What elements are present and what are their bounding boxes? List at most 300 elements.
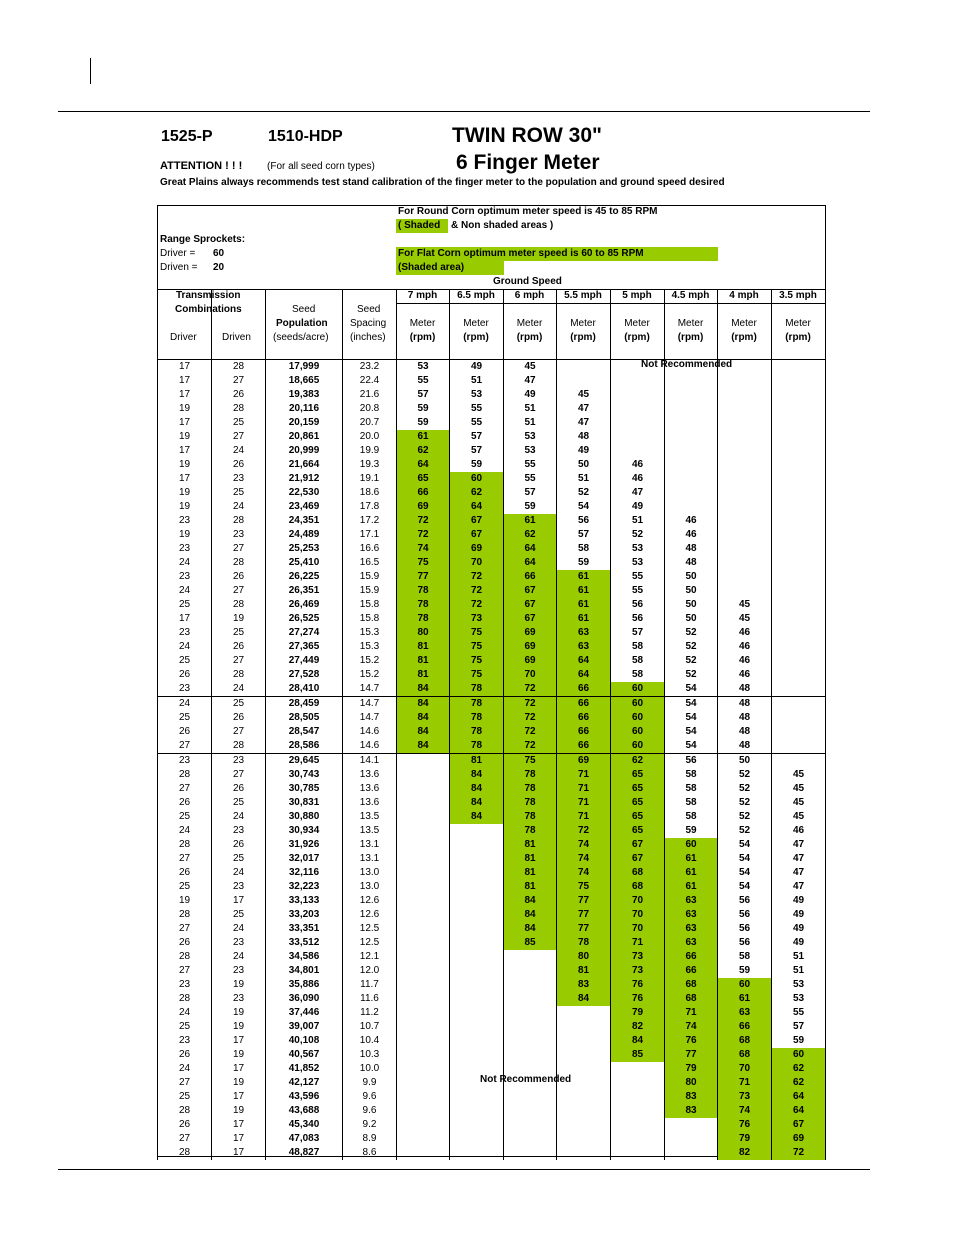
population-cell: 39,007 <box>266 1020 343 1034</box>
meter-rpm-cell: 74 <box>557 838 611 852</box>
meter-rpm-cell: 69 <box>397 500 450 514</box>
meter-rpm-cell <box>718 542 772 556</box>
meter-rpm-cell <box>397 880 450 894</box>
meter-rpm-cell <box>718 500 772 514</box>
driver-cell: 25 <box>158 810 212 824</box>
meter-heading: Meter <box>516 318 543 329</box>
table-row <box>158 388 826 402</box>
meter-rpm-cell: 59 <box>772 1034 826 1048</box>
meter-rpm-cell: 77 <box>397 570 450 584</box>
meter-rpm-cell: 72 <box>557 824 611 838</box>
spacing-cell: 15.3 <box>343 626 397 640</box>
table-row <box>158 500 826 514</box>
meter-rpm-cell: 49 <box>772 922 826 936</box>
speed-heading: 6 mph <box>514 290 545 301</box>
meter-rpm-cell: 74 <box>665 1020 718 1034</box>
table-row <box>158 1034 826 1048</box>
meter-rpm-cell: 52 <box>718 824 772 838</box>
driver-cell: 27 <box>158 964 212 978</box>
meter-rpm-cell: 73 <box>450 612 504 626</box>
spacing-cell: 16.5 <box>343 556 397 570</box>
meter-rpm-cell <box>397 1076 450 1090</box>
spacing-cell: 17.1 <box>343 528 397 542</box>
meter-rpm-cell: 70 <box>611 922 665 936</box>
meter-rpm-cell <box>557 374 611 388</box>
meter-rpm-cell <box>450 978 504 992</box>
driven-cell: 23 <box>212 936 266 950</box>
meter-rpm-cell: 78 <box>504 810 557 824</box>
meter-rpm-cell: 75 <box>450 640 504 654</box>
meter-rpm-cell <box>397 1062 450 1076</box>
spacing-cell: 13.1 <box>343 852 397 866</box>
table-row <box>158 1090 826 1104</box>
meter-rpm-cell: 51 <box>611 514 665 528</box>
meter-rpm-cell <box>665 472 718 486</box>
meter-rpm-cell: 85 <box>611 1048 665 1062</box>
seed-pop-heading-3: (seeds/acre) <box>273 332 329 343</box>
driver-cell: 23 <box>158 570 212 584</box>
meter-rpm-cell <box>557 1034 611 1048</box>
meter-rpm-cell: 71 <box>557 782 611 796</box>
meter-rpm-cell: 52 <box>718 796 772 810</box>
meter-rpm-cell <box>450 880 504 894</box>
driven-cell: 26 <box>212 838 266 852</box>
meter-rpm-cell: 84 <box>450 768 504 782</box>
meter-rpm-cell <box>504 1104 557 1118</box>
spacing-cell: 14.6 <box>343 739 397 754</box>
meter-rpm-cell <box>718 416 772 430</box>
driver-cell: 26 <box>158 725 212 739</box>
meter-rpm-cell: 45 <box>772 768 826 782</box>
meter-rpm-cell: 62 <box>504 528 557 542</box>
population-cell: 34,586 <box>266 950 343 964</box>
meter-rpm-cell: 73 <box>718 1090 772 1104</box>
table-row <box>158 950 826 964</box>
spacing-cell: 21.6 <box>343 388 397 402</box>
meter-rpm-cell: 66 <box>557 711 611 725</box>
driven-cell: 25 <box>212 416 266 430</box>
meter-rpm-cell: 66 <box>718 1020 772 1034</box>
meter-rpm-cell: 71 <box>718 1076 772 1090</box>
meter-rpm-cell: 76 <box>611 978 665 992</box>
meter-rpm-cell: 56 <box>611 598 665 612</box>
population-cell: 27,274 <box>266 626 343 640</box>
table-row <box>158 725 826 739</box>
meter-rpm-cell: 59 <box>557 556 611 570</box>
meter-rpm-cell <box>397 1006 450 1020</box>
driven-cell: 27 <box>212 654 266 668</box>
meter-rpm-cell: 64 <box>557 668 611 682</box>
driver-cell: 25 <box>158 1090 212 1104</box>
population-cell: 40,567 <box>266 1048 343 1062</box>
meter-rpm-cell: 72 <box>772 1146 826 1160</box>
meter-heading: Meter <box>570 318 596 329</box>
meter-rpm-cell: 47 <box>772 838 826 852</box>
meter-rpm-cell: 45 <box>718 612 772 626</box>
spacing-cell: 10.3 <box>343 1048 397 1062</box>
population-cell: 28,547 <box>266 725 343 739</box>
meter-rpm-cell: 81 <box>450 754 504 769</box>
meter-rpm-cell: 78 <box>504 824 557 838</box>
seed-pop-heading-2: Population <box>276 318 328 329</box>
meter-rpm-cell: 52 <box>611 528 665 542</box>
driver-cell: 25 <box>158 711 212 725</box>
meter-rpm-cell: 50 <box>557 458 611 472</box>
rpm-heading: (rpm) <box>624 332 650 343</box>
seed-pop-heading-1: Seed <box>292 304 316 315</box>
meter-rpm-cell: 84 <box>397 711 450 725</box>
driver-cell: 28 <box>158 950 212 964</box>
meter-rpm-cell: 60 <box>665 838 718 852</box>
spacing-cell: 9.6 <box>343 1090 397 1104</box>
meter-rpm-cell: 78 <box>397 598 450 612</box>
meter-rpm-cell: 72 <box>450 598 504 612</box>
population-cell: 33,351 <box>266 922 343 936</box>
driver-cell: 19 <box>158 402 212 416</box>
meter-rpm-cell <box>450 1132 504 1146</box>
driven-cell: 19 <box>212 1104 266 1118</box>
meter-rpm-cell: 63 <box>665 936 718 950</box>
meter-rpm-cell: 66 <box>397 486 450 500</box>
meter-rpm-cell: 84 <box>504 894 557 908</box>
meter-rpm-cell <box>450 936 504 950</box>
table-row <box>158 514 826 528</box>
meter-rpm-cell: 69 <box>772 1132 826 1146</box>
driven-cell: 25 <box>212 908 266 922</box>
spacing-cell: 15.8 <box>343 612 397 626</box>
meter-rpm-cell: 62 <box>450 486 504 500</box>
meter-rpm-cell <box>611 1118 665 1132</box>
meter-rpm-cell: 54 <box>665 682 718 697</box>
meter-rpm-cell: 46 <box>718 668 772 682</box>
meter-rpm-cell <box>397 838 450 852</box>
table-row <box>158 964 826 978</box>
driven-cell: 27 <box>212 542 266 556</box>
meter-rpm-cell: 57 <box>772 1020 826 1034</box>
driven-cell: 27 <box>212 768 266 782</box>
population-cell: 32,116 <box>266 866 343 880</box>
column-divider <box>265 289 266 359</box>
meter-rpm-cell: 53 <box>611 542 665 556</box>
meter-rpm-cell: 58 <box>665 768 718 782</box>
meter-rpm-cell <box>557 1006 611 1020</box>
driver-cell: 19 <box>158 500 212 514</box>
meter-rpm-cell: 48 <box>718 725 772 739</box>
meter-rpm-cell: 60 <box>611 725 665 739</box>
meter-rpm-cell: 57 <box>450 444 504 458</box>
spacing-cell: 17.2 <box>343 514 397 528</box>
population-cell: 27,449 <box>266 654 343 668</box>
meter-rpm-cell: 45 <box>504 360 557 375</box>
meter-rpm-cell: 58 <box>611 640 665 654</box>
meter-rpm-cell: 49 <box>557 444 611 458</box>
driver-cell: 27 <box>158 782 212 796</box>
meter-rpm-cell: 55 <box>504 472 557 486</box>
meter-rpm-cell <box>772 388 826 402</box>
driven-cell: 26 <box>212 640 266 654</box>
meter-rpm-cell <box>611 444 665 458</box>
population-cell: 30,743 <box>266 768 343 782</box>
meter-rpm-cell: 65 <box>611 810 665 824</box>
meter-rpm-cell: 78 <box>450 739 504 754</box>
population-cell: 22,530 <box>266 486 343 500</box>
driven-cell: 25 <box>212 626 266 640</box>
meter-rpm-cell: 72 <box>504 739 557 754</box>
meter-rpm-cell <box>772 402 826 416</box>
meter-rpm-cell: 64 <box>772 1090 826 1104</box>
meter-rpm-cell <box>557 1132 611 1146</box>
meter-rpm-cell <box>772 725 826 739</box>
spacing-cell: 13.5 <box>343 824 397 838</box>
table-row <box>158 654 826 668</box>
table-row <box>158 612 826 626</box>
population-cell: 20,116 <box>266 402 343 416</box>
meter-rpm-cell: 45 <box>772 796 826 810</box>
meter-rpm-cell: 59 <box>397 416 450 430</box>
meter-rpm-cell: 63 <box>557 640 611 654</box>
meter-rpm-cell: 61 <box>397 430 450 444</box>
meter-rpm-cell <box>397 1020 450 1034</box>
meter-rpm-cell <box>718 556 772 570</box>
meter-rpm-cell: 82 <box>718 1146 772 1160</box>
table-row <box>158 992 826 1006</box>
driven-cell: 25 <box>212 796 266 810</box>
meter-rpm-cell: 57 <box>397 388 450 402</box>
meter-rpm-cell: 68 <box>718 1048 772 1062</box>
spacing-cell: 16.6 <box>343 542 397 556</box>
meter-rpm-cell <box>450 866 504 880</box>
flat-corn-note: For Flat Corn optimum meter speed is 60 to 85 RPM <box>396 247 718 261</box>
meter-rpm-cell <box>665 458 718 472</box>
meter-rpm-cell: 53 <box>772 992 826 1006</box>
not-recommended-top: Not Recommended <box>641 359 733 370</box>
meter-rpm-cell: 63 <box>665 922 718 936</box>
meter-rpm-cell: 59 <box>397 402 450 416</box>
meter-rpm-cell: 46 <box>772 824 826 838</box>
meter-rpm-cell: 61 <box>665 866 718 880</box>
meter-rpm-cell: 72 <box>450 584 504 598</box>
meter-rpm-cell <box>772 584 826 598</box>
driver-cell: 26 <box>158 796 212 810</box>
meter-rpm-cell: 46 <box>665 528 718 542</box>
population-cell: 17,999 <box>266 360 343 375</box>
meter-rpm-cell <box>772 374 826 388</box>
model-1525p: 1525-P <box>161 128 213 145</box>
rpm-heading: (rpm) <box>785 332 811 343</box>
meter-rpm-cell: 78 <box>504 796 557 810</box>
meter-rpm-cell: 79 <box>611 1006 665 1020</box>
meter-rpm-cell: 71 <box>557 768 611 782</box>
driver-cell: 25 <box>158 654 212 668</box>
meter-rpm-cell: 75 <box>450 626 504 640</box>
meter-rpm-cell: 55 <box>504 458 557 472</box>
population-cell: 30,785 <box>266 782 343 796</box>
meter-rpm-cell <box>504 1006 557 1020</box>
meter-rpm-cell: 58 <box>611 654 665 668</box>
ground-speed-heading: Ground Speed <box>493 276 562 287</box>
meter-rpm-cell <box>772 612 826 626</box>
driven-cell: 26 <box>212 570 266 584</box>
meter-rpm-cell: 72 <box>504 725 557 739</box>
spacing-cell: 15.8 <box>343 598 397 612</box>
meter-heading: Meter <box>785 318 811 329</box>
driven-cell: 28 <box>212 556 266 570</box>
meter-rpm-cell: 55 <box>611 584 665 598</box>
meter-rpm-cell: 61 <box>557 598 611 612</box>
meter-rpm-cell: 83 <box>665 1090 718 1104</box>
population-cell: 43,596 <box>266 1090 343 1104</box>
meter-rpm-cell: 69 <box>504 654 557 668</box>
meter-rpm-cell: 78 <box>450 682 504 697</box>
meter-rpm-cell: 71 <box>611 936 665 950</box>
driver-cell: 23 <box>158 514 212 528</box>
driver-heading: Driver <box>170 332 197 343</box>
meter-rpm-cell: 68 <box>611 880 665 894</box>
meter-rpm-cell: 52 <box>665 626 718 640</box>
meter-rpm-cell <box>450 894 504 908</box>
driven-cell: 28 <box>212 514 266 528</box>
meter-rpm-cell <box>772 514 826 528</box>
meter-rpm-cell: 64 <box>450 500 504 514</box>
driven-cell: 24 <box>212 866 266 880</box>
spacing-cell: 11.7 <box>343 978 397 992</box>
meter-rpm-cell: 70 <box>718 1062 772 1076</box>
meter-rpm-cell <box>397 1048 450 1062</box>
spacing-cell: 15.9 <box>343 570 397 584</box>
meter-rpm-cell: 80 <box>397 626 450 640</box>
driven-cell: 24 <box>212 950 266 964</box>
meter-rpm-cell <box>772 486 826 500</box>
meter-rpm-cell <box>772 754 826 769</box>
spacing-cell: 12.0 <box>343 964 397 978</box>
driver-cell: 19 <box>158 486 212 500</box>
meter-rpm-cell <box>718 444 772 458</box>
spacing-cell: 14.6 <box>343 725 397 739</box>
driven-cell: 27 <box>212 430 266 444</box>
population-cell: 25,410 <box>266 556 343 570</box>
driven-cell: 24 <box>212 922 266 936</box>
spacing-cell: 13.0 <box>343 880 397 894</box>
spacing-cell: 22.4 <box>343 374 397 388</box>
driven-cell: 24 <box>212 500 266 514</box>
driven-cell: 28 <box>212 360 266 375</box>
meter-rpm-cell <box>450 838 504 852</box>
population-cell: 32,223 <box>266 880 343 894</box>
meter-rpm-cell <box>504 978 557 992</box>
meter-rpm-cell: 54 <box>718 880 772 894</box>
population-cell: 31,926 <box>266 838 343 852</box>
population-cell: 26,225 <box>266 570 343 584</box>
meter-rpm-cell <box>397 1034 450 1048</box>
meter-rpm-cell: 56 <box>611 612 665 626</box>
driver-cell: 28 <box>158 908 212 922</box>
driver-value: 60 <box>213 248 225 259</box>
meter-rpm-cell <box>397 1146 450 1160</box>
population-cell: 20,159 <box>266 416 343 430</box>
table-row <box>158 472 826 486</box>
driven-cell: 26 <box>212 782 266 796</box>
rpm-heading: (rpm) <box>409 332 436 343</box>
meter-rpm-cell: 70 <box>450 556 504 570</box>
meter-rpm-cell: 53 <box>611 556 665 570</box>
meter-rpm-cell: 47 <box>611 486 665 500</box>
driver-cell: 27 <box>158 1076 212 1090</box>
meter-rpm-cell: 78 <box>450 711 504 725</box>
table-row <box>158 739 826 754</box>
driver-cell: 25 <box>158 880 212 894</box>
driver-cell: 24 <box>158 556 212 570</box>
meter-rpm-cell: 60 <box>611 739 665 754</box>
population-cell: 30,831 <box>266 796 343 810</box>
population-cell: 21,664 <box>266 458 343 472</box>
meter-rpm-cell <box>397 936 450 950</box>
meter-rpm-cell <box>557 1118 611 1132</box>
meter-rpm-cell: 84 <box>450 796 504 810</box>
driven-cell: 24 <box>212 682 266 697</box>
driver-label: Driver = <box>160 248 196 259</box>
meter-rpm-cell <box>397 1132 450 1146</box>
meter-rpm-cell: 58 <box>665 782 718 796</box>
population-cell: 20,999 <box>266 444 343 458</box>
meter-rpm-cell <box>397 908 450 922</box>
meter-rpm-cell: 72 <box>397 514 450 528</box>
driven-cell: 17 <box>212 1090 266 1104</box>
meter-rpm-cell: 55 <box>611 570 665 584</box>
meter-rpm-cell <box>450 1090 504 1104</box>
meter-rpm-cell: 81 <box>504 880 557 894</box>
meter-rpm-cell <box>611 402 665 416</box>
meter-rpm-cell <box>665 402 718 416</box>
driver-cell: 23 <box>158 978 212 992</box>
meter-rpm-cell <box>450 1146 504 1160</box>
meter-rpm-cell: 80 <box>557 950 611 964</box>
attention-note: (For all seed corn types) <box>267 161 375 172</box>
meter-rpm-cell <box>450 1020 504 1034</box>
population-cell: 28,410 <box>266 682 343 697</box>
driver-cell: 27 <box>158 852 212 866</box>
meter-rpm-cell <box>772 640 826 654</box>
driven-cell: 17 <box>212 1118 266 1132</box>
meter-rpm-cell <box>397 978 450 992</box>
meter-rpm-cell: 49 <box>772 936 826 950</box>
population-cell: 30,880 <box>266 810 343 824</box>
meter-rpm-cell: 54 <box>665 711 718 725</box>
meter-rpm-cell <box>504 1090 557 1104</box>
meter-rpm-cell: 85 <box>504 936 557 950</box>
meter-rpm-cell: 74 <box>557 852 611 866</box>
meter-rpm-cell: 77 <box>665 1048 718 1062</box>
driver-cell: 24 <box>158 697 212 712</box>
meter-rpm-cell: 53 <box>504 444 557 458</box>
spacing-cell: 10.4 <box>343 1034 397 1048</box>
meter-rpm-cell: 60 <box>772 1048 826 1062</box>
driver-cell: 24 <box>158 584 212 598</box>
population-cell: 48,827 <box>266 1146 343 1160</box>
meter-rpm-cell: 84 <box>557 992 611 1006</box>
meter-rpm-cell <box>718 584 772 598</box>
meter-rpm-cell: 63 <box>557 626 611 640</box>
meter-rpm-cell: 51 <box>772 964 826 978</box>
meter-rpm-cell <box>397 992 450 1006</box>
meter-rpm-cell: 50 <box>665 584 718 598</box>
meter-rpm-cell: 76 <box>611 992 665 1006</box>
driven-cell: 23 <box>212 754 266 769</box>
meter-rpm-cell: 67 <box>450 528 504 542</box>
meter-rpm-cell: 63 <box>665 894 718 908</box>
meter-rpm-cell: 75 <box>557 880 611 894</box>
spacing-cell: 19.3 <box>343 458 397 472</box>
meter-rpm-cell: 56 <box>718 908 772 922</box>
